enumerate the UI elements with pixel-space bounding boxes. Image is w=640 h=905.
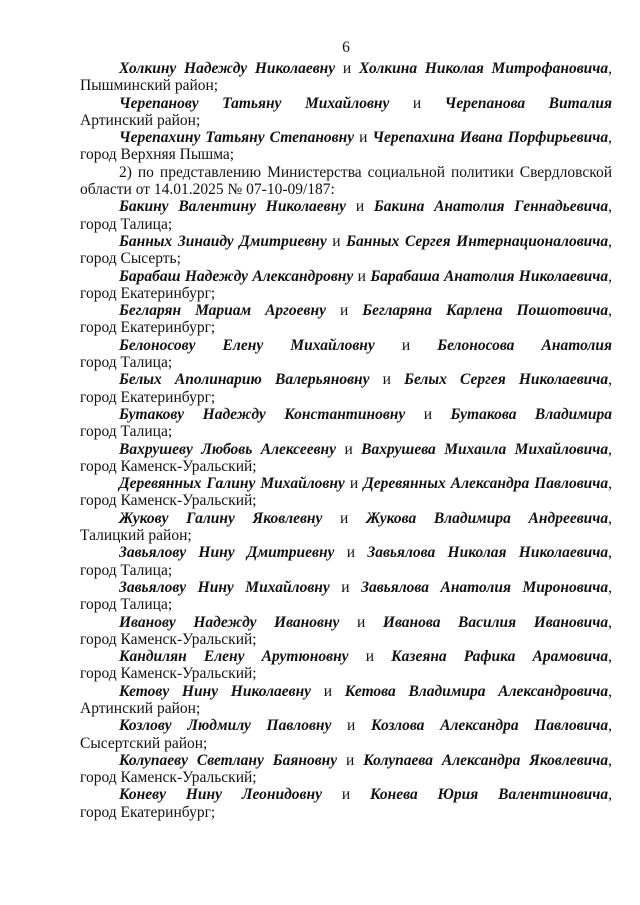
wife-name: Черепанову Татьяну Михайловну — [119, 94, 390, 112]
comma: , — [608, 198, 612, 216]
entry-names-line — [80, 786, 612, 803]
entry-place: город Екатеринбург; — [80, 388, 216, 406]
conjunction: и — [382, 371, 391, 389]
document-page — [80, 36, 612, 821]
wife-name: Холкину Надежду Николаевну — [119, 60, 336, 77]
conjunction: и — [423, 405, 433, 423]
conjunction: и — [344, 440, 353, 458]
entry-place: Артинский район; — [80, 699, 201, 717]
entry-place: город Талица; — [80, 596, 173, 614]
conjunction: и — [355, 198, 365, 216]
award-entry — [80, 648, 612, 683]
entry-place: город Талица; — [80, 354, 173, 372]
husband-name: Завьялова Николая Николаевича — [367, 544, 609, 562]
award-entry — [80, 717, 612, 752]
entry-names-line — [80, 406, 612, 423]
conjunction: и — [341, 578, 350, 596]
wife-name: Колупаеву Светлану Баяновну — [119, 751, 338, 769]
wife-name: Коневу Нину Леонидовну — [119, 786, 322, 804]
comma: , — [608, 232, 612, 250]
entry-names-line — [80, 60, 612, 77]
comma: , — [608, 717, 612, 735]
award-entry — [80, 475, 612, 510]
entry-names-line — [80, 198, 612, 215]
husband-name: Белых Сергея Николаевича — [404, 371, 609, 389]
wife-name: Вахрушеву Любовь Алексеевну — [119, 440, 337, 458]
entry-place: город Сысерть; — [80, 250, 181, 268]
award-entry — [80, 441, 612, 476]
conjunction: и — [357, 267, 366, 285]
comma: , — [608, 682, 612, 700]
conjunction: и — [412, 94, 422, 112]
wife-name: Кетову Нину Николаевну — [119, 682, 312, 700]
award-entry — [80, 544, 612, 579]
comma: , — [608, 475, 612, 493]
husband-name: Холкина Николая Митрофановича — [358, 60, 609, 77]
conjunction: и — [346, 544, 356, 562]
comma: , — [608, 302, 612, 320]
entry-names-line — [80, 544, 612, 561]
comma: , — [608, 267, 612, 285]
conjunction: и — [341, 786, 351, 804]
conjunction: и — [346, 751, 355, 769]
wife-name: Белых Аполинарию Валерьяновну — [119, 371, 370, 389]
entries-before — [80, 60, 612, 164]
husband-name: Бегларяна Карлена Пошотовича — [362, 302, 609, 320]
husband-name: Белоносова Анатолия — [437, 336, 612, 354]
entry-names-line — [80, 302, 612, 319]
entry-names-line — [80, 579, 612, 596]
wife-name: Белоносову Елену Михайловну — [119, 336, 375, 354]
entry-names-line — [80, 268, 612, 285]
entry-place: Пышминский район; — [80, 77, 219, 95]
comma: , — [608, 60, 612, 77]
entry-names-line — [80, 371, 612, 388]
conjunction: и — [401, 336, 411, 354]
award-entry — [80, 579, 612, 614]
comma: , — [608, 786, 612, 804]
husband-name: Бакина Анатолия Геннадьевича — [373, 198, 609, 216]
husband-name: Конева Юрия Валентиновича — [369, 786, 609, 804]
husband-name: Деревянных Александра Павловича — [363, 475, 609, 493]
entries-after — [80, 198, 612, 821]
entry-place: Талицкий район; — [80, 527, 192, 545]
entry-place: Артинский район; — [80, 111, 201, 129]
entry-names-line — [80, 717, 612, 734]
wife-name: Иванову Надежду Ивановну — [119, 613, 340, 631]
husband-name: Завьялова Анатолия Мироновича — [361, 578, 609, 596]
award-entry — [80, 786, 612, 821]
entry-place: город Екатеринбург; — [80, 319, 216, 337]
award-entry — [80, 371, 612, 406]
award-entry — [80, 302, 612, 337]
husband-name: Черепанова Виталия — [444, 94, 612, 112]
conjunction: и — [347, 717, 356, 735]
entry-place: город Каменск-Уральский; — [80, 665, 257, 683]
comma: , — [608, 509, 612, 527]
comma: , — [608, 613, 612, 631]
wife-name: Завьялову Нину Михайловну — [119, 578, 330, 596]
husband-name: Жукова Владимира Андреевича — [365, 509, 609, 527]
comma: , — [608, 440, 612, 458]
entry-names-line — [80, 683, 612, 700]
award-entry — [80, 268, 612, 303]
award-entry — [80, 60, 612, 95]
award-entry — [80, 129, 612, 164]
conjunction: и — [349, 475, 359, 493]
award-entry — [80, 683, 612, 718]
comma: , — [608, 544, 612, 562]
entry-place: город Талица; — [80, 423, 173, 441]
entry-place: город Екатеринбург; — [80, 803, 216, 821]
husband-name: Банных Сергея Интернационаловича — [346, 232, 609, 250]
award-entry — [80, 614, 612, 649]
conjunction: и — [340, 509, 349, 527]
entry-names-line — [80, 233, 612, 250]
entry-place: город Екатеринбург; — [80, 284, 216, 302]
entry-names-line — [80, 648, 612, 665]
wife-name: Бутакову Надежду Константиновну — [119, 405, 406, 423]
section-intro-line-1: 2) по представлению Министерства социальной политики Свердловской — [119, 163, 612, 181]
entry-place: город Талица; — [80, 215, 173, 233]
award-entry — [80, 752, 612, 787]
husband-name: Кетова Владимира Александровича — [344, 682, 609, 700]
wife-name: Бакину Валентину Николаевну — [119, 198, 347, 216]
husband-name: Казеяна Рафика Арамовича — [391, 648, 609, 666]
award-entry — [80, 406, 612, 441]
entry-place: город Верхняя Пышма; — [80, 146, 235, 164]
page-number: 6 — [342, 39, 350, 56]
section-intro-line-2: области от 14.01.2025 № 07-10-09/187: — [80, 181, 335, 199]
husband-name: Барабаша Анатолия Николаевича — [370, 267, 609, 285]
conjunction: и — [342, 60, 352, 77]
conjunction: и — [323, 682, 333, 700]
comma: , — [608, 751, 612, 769]
entry-names-line — [80, 337, 612, 354]
wife-name: Бегларян Мариам Аргоевну — [119, 302, 326, 320]
husband-name: Козлова Александра Павловича — [371, 717, 609, 735]
award-entry — [80, 198, 612, 233]
entry-place: Сысертский район; — [80, 734, 208, 752]
husband-name: Вахрушева Михаила Михайловича — [361, 440, 609, 458]
conjunction: и — [332, 232, 341, 250]
wife-name: Барабаш Надежду Александровну — [119, 267, 354, 285]
wife-name: Деревянных Галину Михайловну — [119, 475, 345, 493]
wife-name: Жукову Галину Яковлевну — [119, 509, 323, 527]
entry-names-line — [80, 129, 612, 146]
entry-place: город Талица; — [80, 561, 173, 579]
conjunction: и — [339, 302, 349, 320]
wife-name: Завьялову Нину Дмитриевну — [119, 544, 335, 562]
comma: , — [608, 648, 612, 666]
husband-name: Бутакова Владимира — [450, 405, 612, 423]
conjunction: и — [365, 648, 374, 666]
entry-names-line — [80, 441, 612, 458]
comma: , — [608, 578, 612, 596]
comma: , — [608, 129, 612, 147]
comma: , — [608, 371, 612, 389]
wife-name: Кандилян Елену Арутюновну — [119, 648, 349, 666]
wife-name: Козлову Людмилу Павловну — [119, 717, 332, 735]
husband-name: Колупаева Александра Яковлевича — [363, 751, 609, 769]
wife-name: Банных Зинаиду Дмитриевну — [119, 232, 327, 250]
entry-names-line — [80, 752, 612, 769]
conjunction: и — [357, 613, 366, 631]
award-entry — [80, 510, 612, 545]
conjunction: и — [359, 129, 368, 147]
wife-name: Черепахину Татьяну Степановну — [119, 129, 355, 147]
entry-names-line — [80, 95, 612, 112]
entry-names-line — [80, 510, 612, 527]
award-entry — [80, 95, 612, 130]
entry-place: город Каменск-Уральский; — [80, 457, 257, 475]
entry-place: город Каменск-Уральский; — [80, 769, 257, 787]
award-entry — [80, 233, 612, 268]
entry-place: город Каменск-Уральский; — [80, 630, 257, 648]
husband-name: Иванова Василия Ивановича — [382, 613, 609, 631]
entry-names-line — [80, 614, 612, 631]
award-entry — [80, 337, 612, 372]
entry-names-line — [80, 475, 612, 492]
entry-place: город Каменск-Уральский; — [80, 492, 257, 510]
husband-name: Черепахина Ивана Порфирьевича — [372, 129, 609, 147]
